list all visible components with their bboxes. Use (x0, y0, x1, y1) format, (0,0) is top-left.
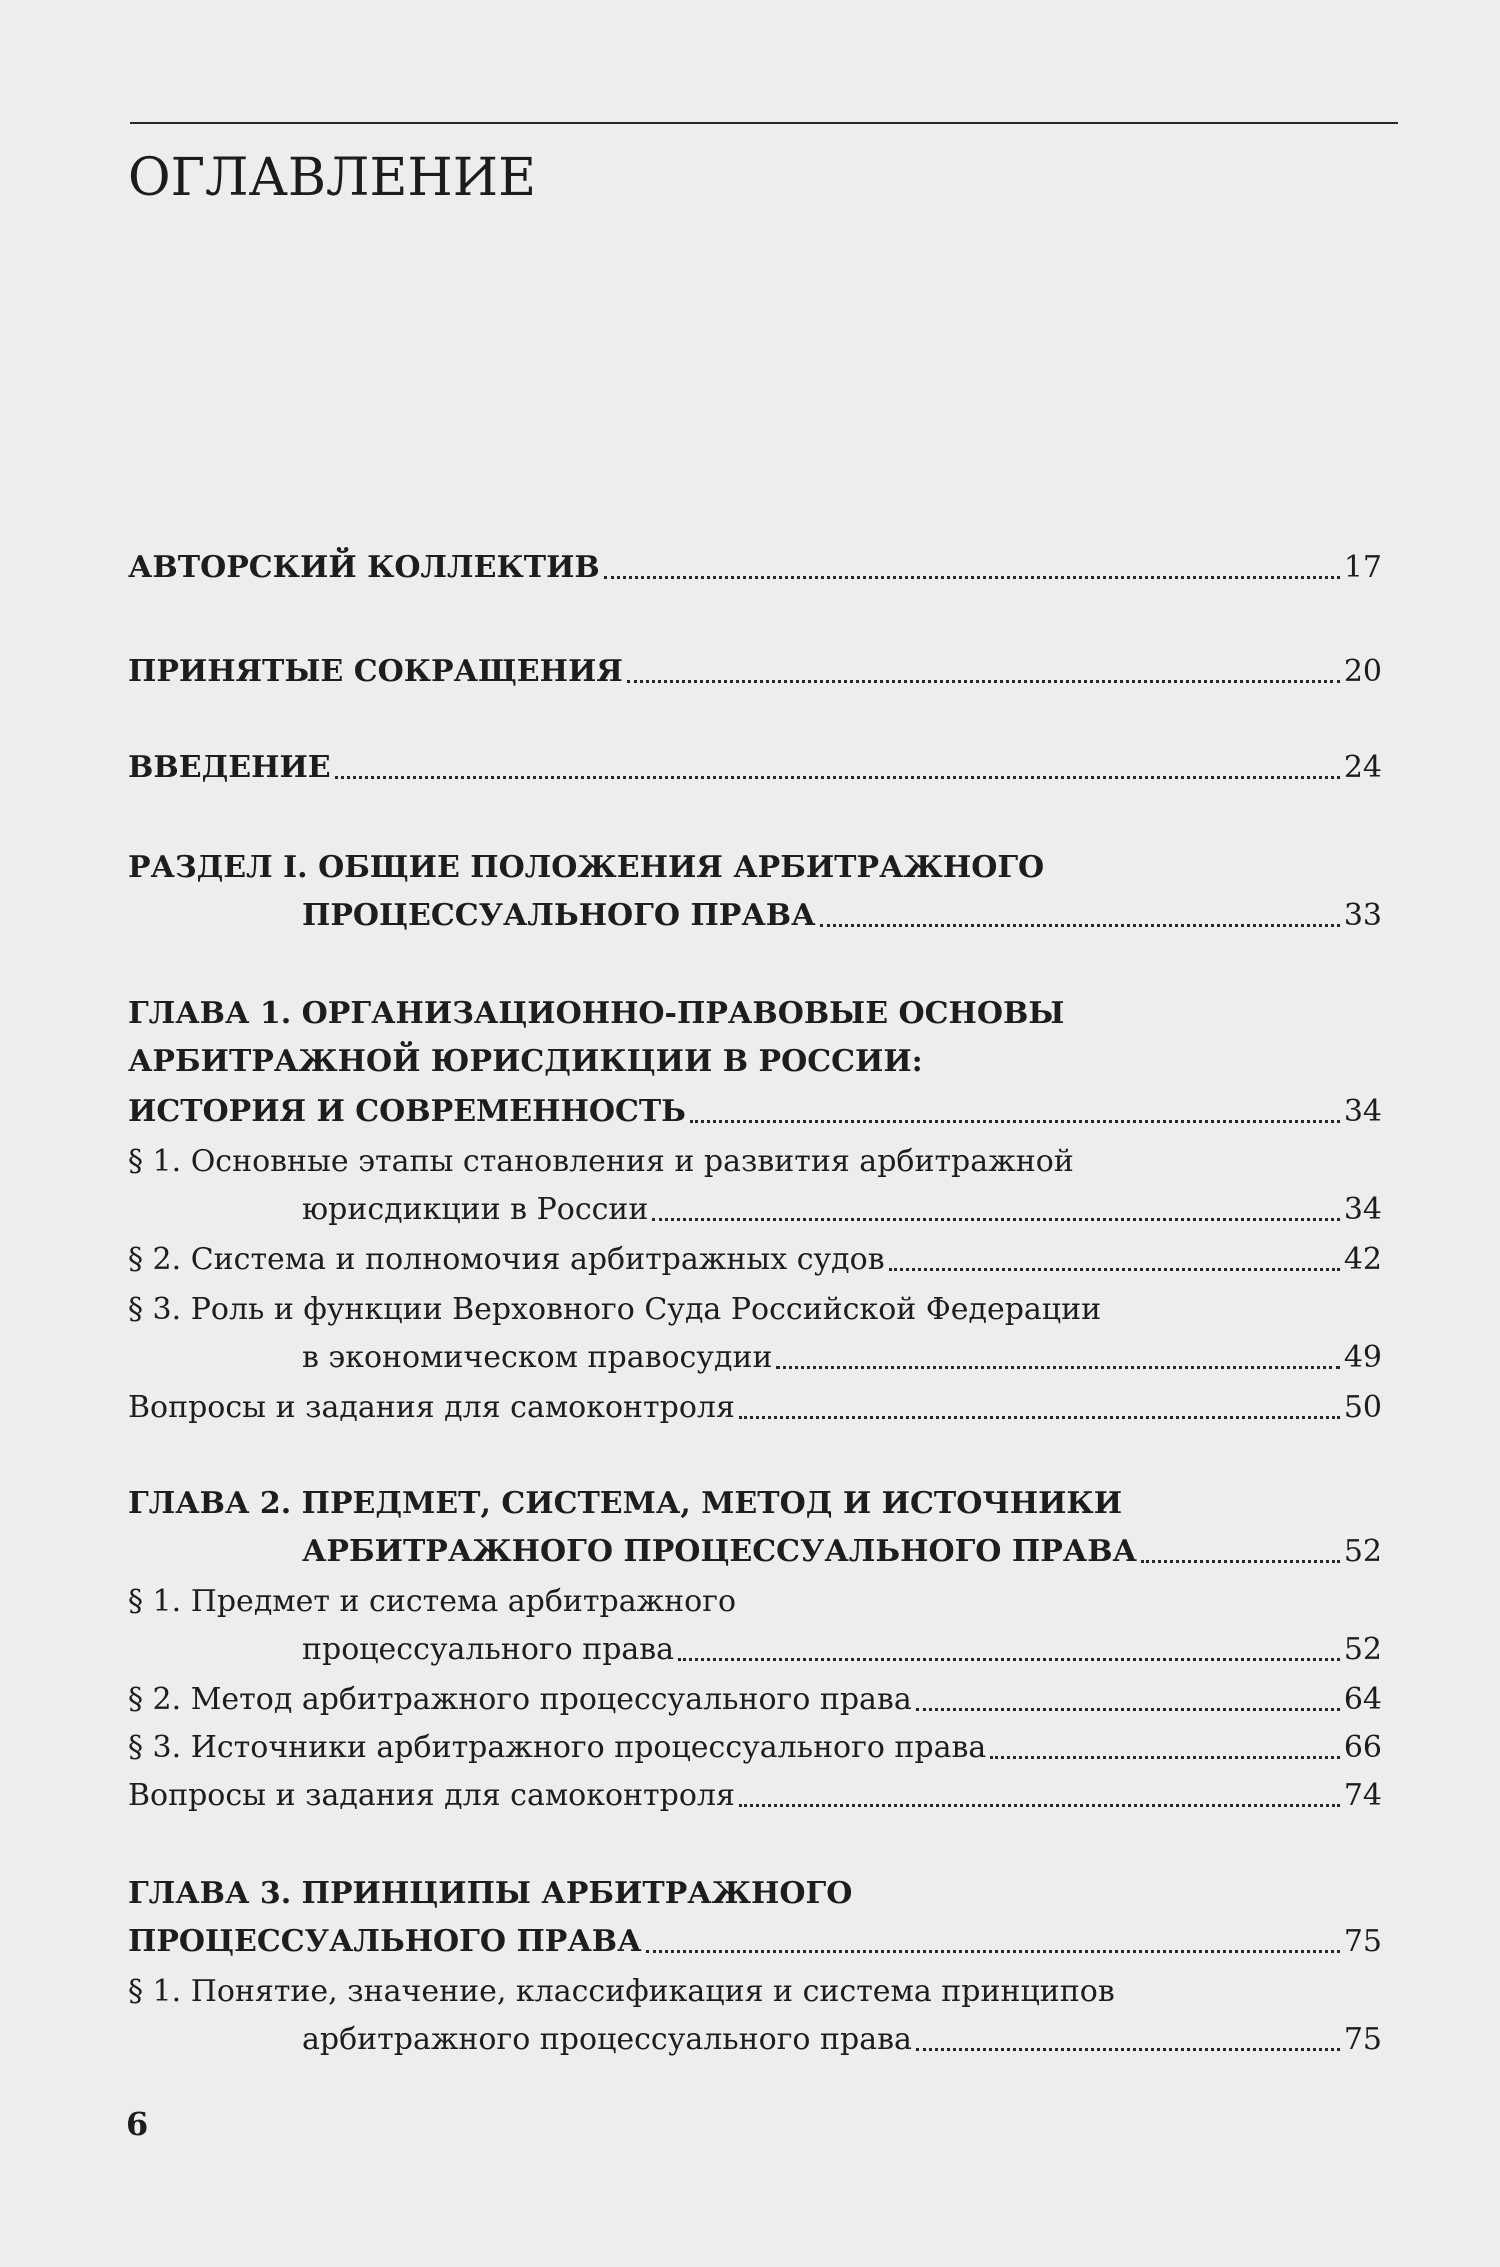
dot-leader (916, 1708, 1340, 1711)
toc-entry-authors[interactable] (128, 548, 1382, 588)
toc-page-number: 52 (1343, 1534, 1382, 1569)
toc-entry-ch2-par3[interactable] (128, 1728, 1382, 1768)
toc-entry-ch2-par1-line-1[interactable] (128, 1582, 1382, 1622)
toc-entry-label: § 1. Основные этапы становления и развития арбитражной (128, 1144, 1074, 1179)
toc-entry-ch1-par1-line-1[interactable] (128, 1142, 1382, 1182)
toc-entry-label: в экономическом правосудии (302, 1340, 773, 1375)
toc-entry-label: АВТОРСКИЙ КОЛЛЕКТИВ (128, 550, 600, 585)
toc-entry-label: § 1. Предмет и система арбитражного (128, 1584, 737, 1619)
dot-leader (604, 576, 1340, 579)
toc-page-number: 64 (1343, 1682, 1382, 1717)
toc-entry-ch3-par1-line-2[interactable] (302, 2020, 1382, 2060)
toc-entry-label: РАЗДЕЛ I. ОБЩИЕ ПОЛОЖЕНИЯ АРБИТРАЖНОГО (128, 850, 1045, 885)
toc-entry-chapter-1-line-1[interactable] (128, 994, 1382, 1034)
page-number: 6 (126, 2105, 149, 2143)
toc-entry-label: арбитражного процессуального права (302, 2022, 912, 2057)
toc-entry-label: АРБИТРАЖНОЙ ЮРИСДИКЦИИ В РОССИИ: (128, 1044, 923, 1079)
dot-leader (889, 1268, 1340, 1271)
toc-page-number: 24 (1343, 750, 1382, 785)
dot-leader (739, 1416, 1340, 1419)
toc-entry-chapter-2-line-2[interactable] (302, 1532, 1382, 1572)
toc-page-number: 34 (1343, 1094, 1382, 1129)
toc-page-number: 66 (1343, 1730, 1382, 1765)
toc-entry-section-1-line-2[interactable] (302, 896, 1382, 936)
toc-entry-label: § 1. Понятие, значение, классификация и система принципов (128, 1974, 1115, 2009)
toc-entry-ch2-par2[interactable] (128, 1680, 1382, 1720)
dot-leader (1141, 1560, 1340, 1563)
toc-entry-label: ПРИНЯТЫЕ СОКРАЩЕНИЯ (128, 654, 623, 689)
toc-entry-label: ГЛАВА 1. ОРГАНИЗАЦИОННО-ПРАВОВЫЕ ОСНОВЫ (128, 996, 1065, 1031)
toc-entry-label: процессуального права (302, 1632, 675, 1667)
toc-entry-label: ПРОЦЕССУАЛЬНОГО ПРАВА (302, 898, 816, 933)
toc-entry-ch2-questions[interactable] (128, 1776, 1382, 1816)
toc-page-number: 50 (1343, 1390, 1382, 1425)
toc-entry-label: Вопросы и задания для самоконтроля (128, 1778, 735, 1813)
toc-entry-label: юрисдикции в России (302, 1192, 649, 1227)
dot-leader (916, 2048, 1340, 2051)
toc-entry-label: АРБИТРАЖНОГО ПРОЦЕССУАЛЬНОГО ПРАВА (302, 1534, 1137, 1569)
toc-page-number: 17 (1343, 550, 1382, 585)
toc-entry-label: § 3. Роль и функции Верховного Суда Российской Федерации (128, 1292, 1102, 1327)
toc-entry-chapter-3-line-1[interactable] (128, 1874, 1382, 1914)
toc-entry-ch3-par1-line-1[interactable] (128, 1972, 1382, 2012)
toc-entry-chapter-3-line-2[interactable] (128, 1922, 1382, 1962)
toc-page-number: 75 (1343, 2022, 1382, 2057)
toc-page-number: 33 (1343, 898, 1382, 933)
toc-page-number: 34 (1343, 1192, 1382, 1227)
dot-leader (739, 1804, 1340, 1807)
page-title: ОГЛАВЛЕНИЕ (128, 148, 537, 208)
toc-entry-label: § 2. Метод арбитражного процессуального права (128, 1682, 912, 1717)
toc-entry-label: ГЛАВА 3. ПРИНЦИПЫ АРБИТРАЖНОГО (128, 1876, 853, 1911)
toc-entry-ch1-par2[interactable] (128, 1240, 1382, 1280)
toc-entry-ch1-par3-line-1[interactable] (128, 1290, 1382, 1330)
toc-page-number: 52 (1343, 1632, 1382, 1667)
toc-entry-ch1-questions[interactable] (128, 1388, 1382, 1428)
toc-entry-ch2-par1-line-2[interactable] (302, 1630, 1382, 1670)
toc-page-number: 49 (1343, 1340, 1382, 1375)
toc-entry-section-1-line-1[interactable] (128, 848, 1382, 888)
toc-entry-abbreviations[interactable] (128, 652, 1382, 692)
dot-leader (652, 1218, 1339, 1221)
toc-entry-introduction[interactable] (128, 748, 1382, 788)
toc-entry-label: ВВЕДЕНИЕ (128, 750, 331, 785)
dot-leader (678, 1658, 1340, 1661)
dot-leader (690, 1120, 1340, 1123)
toc-page-number: 42 (1343, 1242, 1382, 1277)
dot-leader (776, 1366, 1339, 1369)
toc-entry-label: § 3. Источники арбитражного процессуального права (128, 1730, 987, 1765)
toc-entry-chapter-2-line-1[interactable] (128, 1484, 1382, 1524)
toc-entry-ch1-par1-line-2[interactable] (302, 1190, 1382, 1230)
toc-entry-chapter-1-line-3[interactable] (128, 1092, 1382, 1132)
toc-entry-chapter-1-line-2[interactable] (128, 1042, 1382, 1082)
toc-entry-label: ПРОЦЕССУАЛЬНОГО ПРАВА (128, 1924, 642, 1959)
toc-entry-label: ГЛАВА 2. ПРЕДМЕТ, СИСТЕМА, МЕТОД И ИСТОЧНИКИ (128, 1486, 1123, 1521)
dot-leader (990, 1756, 1340, 1759)
dot-leader (646, 1950, 1340, 1953)
toc-entry-label: ИСТОРИЯ И СОВРЕМЕННОСТЬ (128, 1094, 686, 1129)
toc-page-number: 20 (1343, 654, 1382, 689)
toc-entry-ch1-par3-line-2[interactable] (302, 1338, 1382, 1378)
dot-leader (627, 680, 1340, 683)
dot-leader (335, 776, 1340, 779)
dot-leader (820, 924, 1340, 927)
toc-entry-label: Вопросы и задания для самоконтроля (128, 1390, 735, 1425)
toc-page-number: 75 (1343, 1924, 1382, 1959)
toc-entry-label: § 2. Система и полномочия арбитражных судов (128, 1242, 885, 1277)
toc-page-number: 74 (1343, 1778, 1382, 1813)
